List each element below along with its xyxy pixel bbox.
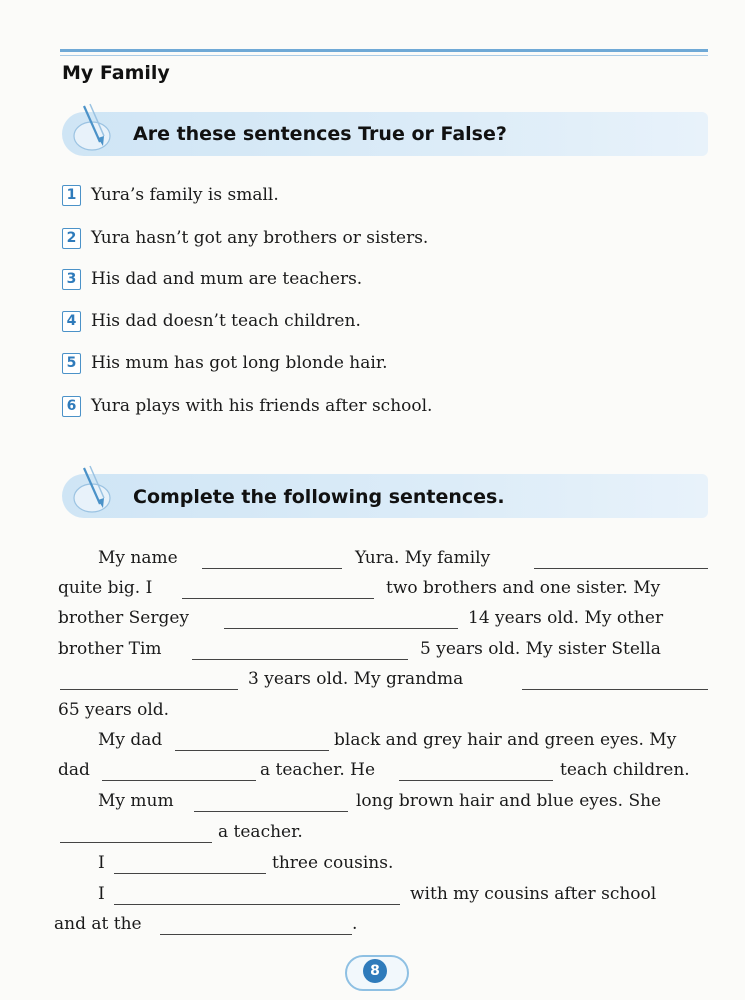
- item-text: His dad and mum are teachers.: [91, 269, 363, 289]
- line-text: and at the: [54, 914, 142, 934]
- line-text: I: [98, 853, 105, 873]
- list-item: [62, 268, 362, 290]
- section2-heading: Complete the following sentences.: [133, 486, 505, 508]
- item-text: Yura plays with his friends after school.: [91, 396, 433, 416]
- line-text: .: [352, 914, 358, 934]
- item-number: 5: [62, 353, 81, 374]
- list-item: [62, 352, 388, 374]
- fill-line: [58, 608, 708, 632]
- line-text: long brown hair and blue eyes. She: [356, 791, 662, 811]
- item-number: 2: [62, 228, 81, 249]
- answer-blank[interactable]: [194, 811, 348, 812]
- fill-line: [58, 639, 708, 663]
- answer-blank[interactable]: [60, 842, 212, 843]
- fill-line: [58, 700, 708, 724]
- line-text: 5 years old. My sister Stella: [420, 639, 661, 659]
- fill-line: [58, 853, 708, 877]
- answer-blank[interactable]: [399, 780, 553, 781]
- item-number: 6: [62, 396, 81, 417]
- list-item: [62, 310, 361, 332]
- line-text: Yura. My family: [355, 548, 491, 568]
- line-text: brother Tim: [58, 639, 162, 659]
- top-rule-thin: [60, 55, 708, 56]
- fill-line: [58, 669, 708, 693]
- line-text: with my cousins after school: [410, 884, 657, 904]
- top-rule: [60, 49, 708, 52]
- pencil-icon: [70, 98, 120, 158]
- line-text: a teacher.: [218, 822, 303, 842]
- line-text: brother Sergey: [58, 608, 189, 628]
- answer-blank[interactable]: [114, 873, 266, 874]
- answer-blank[interactable]: [224, 628, 458, 629]
- answer-blank[interactable]: [522, 689, 708, 690]
- line-text: 65 years old.: [58, 700, 170, 720]
- fill-line: [58, 730, 708, 754]
- item-text: Yura’s family is small.: [91, 185, 279, 205]
- line-text: I: [98, 884, 105, 904]
- item-number: 1: [62, 185, 81, 206]
- answer-blank[interactable]: [192, 659, 408, 660]
- line-text: quite big. I: [58, 578, 153, 598]
- item-text: His dad doesn’t teach children.: [91, 311, 361, 331]
- line-text: a teacher. He: [260, 760, 376, 780]
- answer-blank[interactable]: [182, 598, 374, 599]
- answer-blank[interactable]: [175, 750, 329, 751]
- line-text: My dad: [98, 730, 163, 750]
- line-text: My name: [98, 548, 178, 568]
- line-text: three cousins.: [272, 853, 394, 873]
- fill-line: [58, 822, 708, 846]
- line-text: My mum: [98, 791, 174, 811]
- line-text: 14 years old. My other: [468, 608, 664, 628]
- page-number: 8: [363, 959, 387, 983]
- list-item: [62, 227, 428, 249]
- item-number: 4: [62, 311, 81, 332]
- item-text: Yura hasn’t got any brothers or sisters.: [91, 228, 429, 248]
- line-text: black and grey hair and green eyes. My: [334, 730, 677, 750]
- line-text: dad: [58, 760, 90, 780]
- answer-blank[interactable]: [202, 568, 342, 569]
- line-text: teach children.: [560, 760, 690, 780]
- answer-blank[interactable]: [60, 689, 238, 690]
- line-text: two brothers and one sister. My: [386, 578, 661, 598]
- item-text: His mum has got long blonde hair.: [91, 353, 388, 373]
- fill-line: [58, 884, 708, 908]
- answer-blank[interactable]: [102, 780, 256, 781]
- answer-blank[interactable]: [534, 568, 708, 569]
- fill-line: [58, 578, 708, 602]
- page-title: My Family: [62, 62, 170, 84]
- answer-blank[interactable]: [160, 934, 352, 935]
- answer-blank[interactable]: [114, 904, 400, 905]
- line-text: 3 years old. My grandma: [248, 669, 464, 689]
- fill-line: [58, 548, 708, 572]
- fill-line: [54, 914, 708, 938]
- pencil-icon: [70, 460, 120, 520]
- item-number: 3: [62, 269, 81, 290]
- list-item: [62, 395, 432, 417]
- fill-line: [58, 791, 708, 815]
- list-item: [62, 184, 279, 206]
- section1-heading: Are these sentences True or False?: [133, 123, 507, 145]
- fill-line: [58, 760, 708, 784]
